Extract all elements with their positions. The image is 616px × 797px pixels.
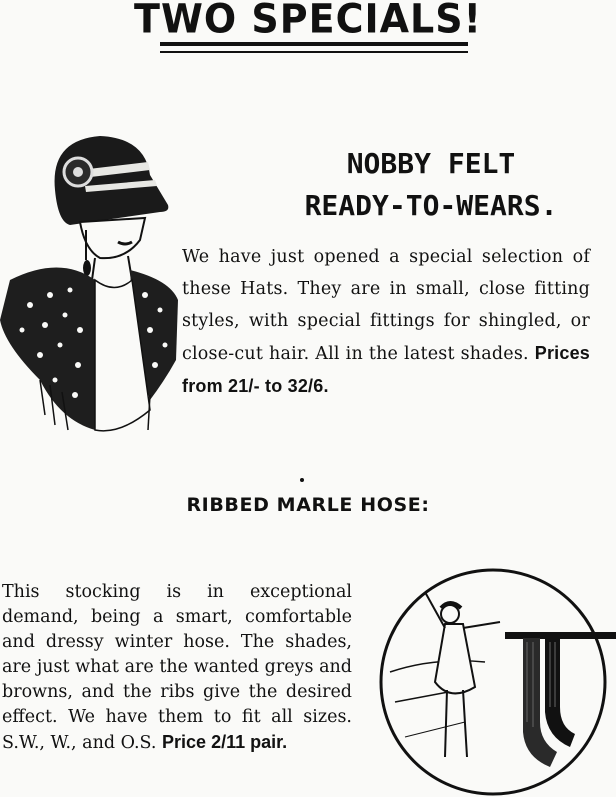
felt-price: Prices from 21/- to 32/6. [182,343,591,396]
lady-with-hat-illustration [0,130,185,440]
stocking-vignette-illustration [375,562,616,797]
felt-title-line2: READY-TO-WEARS. [304,189,558,222]
hose-price: Price 2/11 pair. [162,732,288,752]
hose-title: RIBBED MARLE HOSE: [186,494,430,516]
headline-rule-top [160,42,468,46]
headline: TWO SPECIALS! [134,0,482,43]
felt-body-text: We have just opened a special selection of these Hats. They are in small, close fitting styles, with special fittings for shingled, or close-cut hair. All in the latest shades. [182,247,590,364]
separator-dot [300,478,304,482]
hose-body-text: This stocking is in exceptional demand, being a smart, comfortable and dressy winter hose. The shades, are just what are the wanted greys and browns, and the ribs give the desired effect. We have them to fit all sizes. S.W., W., and O.S. [2,582,352,753]
hose-body-paragraph [2,580,352,756]
felt-title [256,143,606,227]
felt-title-line1: NOBBY FELT [346,147,516,180]
headline-rule-bottom [160,51,468,53]
felt-body-paragraph [182,241,590,403]
